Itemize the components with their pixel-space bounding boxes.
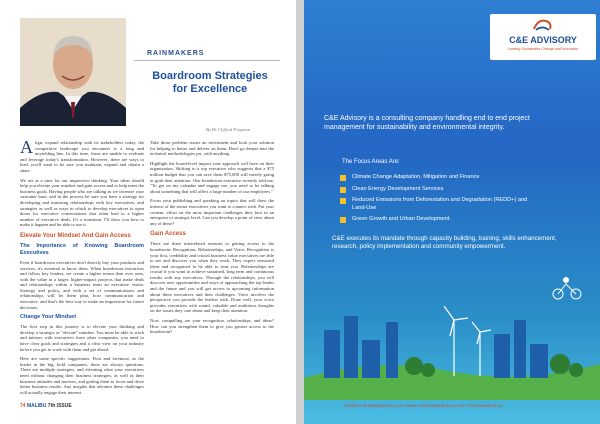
mandate-description: C&E executes its mandate through capacity building, training, skills enhancement, research, policy implementation and community empowerment. — [332, 235, 557, 250]
list-item — [340, 216, 540, 224]
byline: By Dr Clifford Ferguson — [206, 127, 251, 132]
bullet-square-icon — [340, 217, 346, 223]
company-intro: C&E Advisory is a consulting company handling end to end project management for sustainability and environmental integrity. — [324, 115, 530, 131]
cyclist-icon — [553, 277, 581, 299]
right-page-advert — [304, 0, 600, 424]
article-column-1 — [20, 137, 144, 399]
logo-swirl-icon — [532, 17, 554, 33]
bullet-square-icon — [340, 175, 346, 181]
list-item-label: Reduced Emissions from Deforestation and Degradation (REDD+) and Land-Use — [352, 197, 528, 211]
section-tag: RAINMAKERS — [147, 50, 205, 57]
bullet-square-icon — [340, 187, 346, 193]
company-logo — [490, 14, 596, 60]
paragraph: Here are some specific suggestions. First and foremost, as the leader in the big, bold companies, there are always questions. There are multiple strategies, and elevating what your executives need without changing their business strategies, as well as their business attitudes and motives, and getting them to focus and drive better business results. Any insights that advance these challenges will actually engage their interest. — [20, 356, 144, 395]
wind-turbine-icon — [444, 306, 491, 376]
list-item — [340, 197, 540, 212]
contact-email[interactable]: info@ceclimateadvisory.com — [344, 404, 405, 409]
paragraph: Even if boardroom executives don't directly buy your products and services, it's essential to know them. When boardroom executives and follow key leaders, we create a higher return than ever seen, with the value in a larger, higher-impact projects that make deals and relationships within a business team an executive vision. Strategy and policy, and with a set of communications and relationships will let them plan, how communication and executive, and that's the best way to make an impression for future decisions. — [20, 259, 144, 310]
focus-areas-title: The Focus Areas Are: — [342, 159, 400, 165]
list-item — [340, 174, 540, 182]
article-column-2 — [150, 140, 274, 339]
list-item-label: Climate Change Adaptation, Mitigation and Finance — [352, 174, 480, 180]
company-name: C&E ADVISORY — [509, 35, 577, 45]
paragraph: The first step in this journey is to elevate your thinking and develop a strategic or "elevate" mindset. You must be able to work and interact with executives from other companies, you need to have clear goals and strategies and a clear view on your industry before you get to work with them and get ahead. — [20, 324, 144, 352]
paragraph: lign, expand relationship with its stakeholders today, the competitive landscape you encounter is a long and unyielding line. In this time, firms are unable to evaluate and leverage today's transformation. However, there are ways to lead, you'll want to be sure you maintain, expand and obtain a share. — [20, 140, 144, 173]
page-number: 74 — [20, 403, 26, 409]
section-rule — [134, 60, 280, 61]
green-city-illustration — [304, 260, 600, 400]
list-item-label: Clean Energy Development Services — [352, 185, 444, 192]
author-photo — [20, 18, 126, 126]
opening-paragraph — [20, 137, 144, 174]
list-item-label: Green Growth and Urban Development. — [352, 216, 451, 222]
focus-areas-list — [340, 174, 540, 228]
bullet-square-icon — [340, 198, 346, 204]
sub-heading: The Importance of Knowing Boardroom Executives — [20, 242, 144, 256]
company-tagline: Leading Sustainable Change and Innovation — [507, 47, 579, 51]
issue-label: 7th ISSUE — [47, 403, 72, 409]
paragraph: Focus your publishing and speaking on topics that will draw the interest of the senior executives you want to connect with. Put your content, effort on the most important challenges they face in an enterprise or strategic level. Can you develop a point of view about any of these? — [150, 198, 274, 226]
article-title-line1: Boardroom Strategies — [152, 70, 268, 82]
paragraph: Now, compelling are your recognition, relationships, and ideas? How can you strengthen them to give you greater access to the boardroom? — [150, 318, 274, 335]
spread-gutter — [296, 0, 304, 424]
contact-website[interactable]: www.ceclimateadvisory.com — [406, 404, 466, 409]
section-heading: Elevate Your Mindset And Gain Access — [20, 232, 131, 239]
magazine-name: MALIBU — [26, 403, 47, 409]
paragraph: Highlight the board-level impact your approach will have on their organisation. Shifting to a top executive who suggests that a $75 million budget that you can save them $75,000 will merely going to grab their attention. One boardroom executive recently told me, "To get on my calendar and engage me, you need to be talking about something that will affect a large number of our employees." — [150, 160, 274, 194]
drop-cap: A — [20, 137, 33, 157]
paragraph: There are three interrelated avenues to getting access to the boardroom: Recognition, Relationships, and Voice. Recognition is your first, credibility and crucial business value executives are able to see and discover you when they work. They expect seasoned ideas and recognised to be able to trust you. Relationships are crucial if you want to achieve sustained, long term and continuous results with any executives. Through the relationships, you will discover new opportunities and ways of approaching the top leader and the future and you will get access to upcoming information about these executives and their challenges. Voice involves the perspective you provide the leaders with. Done well, your voice provides executives with sound, valuable and ambitious thoughts on the issues they care about and keep their attention. — [150, 241, 274, 314]
paragraph: Take those problem issues an investment and look your solution for helping to better and deliver on them. Don't go deeper into the technical methodologies yet, with anything. — [150, 140, 274, 157]
list-item — [340, 186, 540, 194]
page-footer — [20, 403, 72, 409]
left-page — [0, 0, 296, 424]
section-heading: Gain Access — [150, 231, 186, 238]
sub-heading: Change Your Mindset — [20, 314, 77, 321]
article-title-line2: for Excellence — [172, 83, 248, 95]
article-title — [146, 70, 274, 96]
contact-hashtag[interactable]: #climateadvisory — [467, 404, 503, 409]
paragraph: We are at a time for our impressive thinking. Your ideas should help you elevate your mindset and gain access and to help meet the business goals. Having people who are talking as we increase your customer base, and in the process be sure you have a strategy for developing and nurturing relationships with key executives, and strategies as well as ways in which to develop executives to open doors for executive conversations that often lead to a higher number of executive deals. It's a transition, I'll show you how to make it happen and be able to use it. — [20, 177, 144, 228]
contact-bar — [344, 404, 503, 409]
